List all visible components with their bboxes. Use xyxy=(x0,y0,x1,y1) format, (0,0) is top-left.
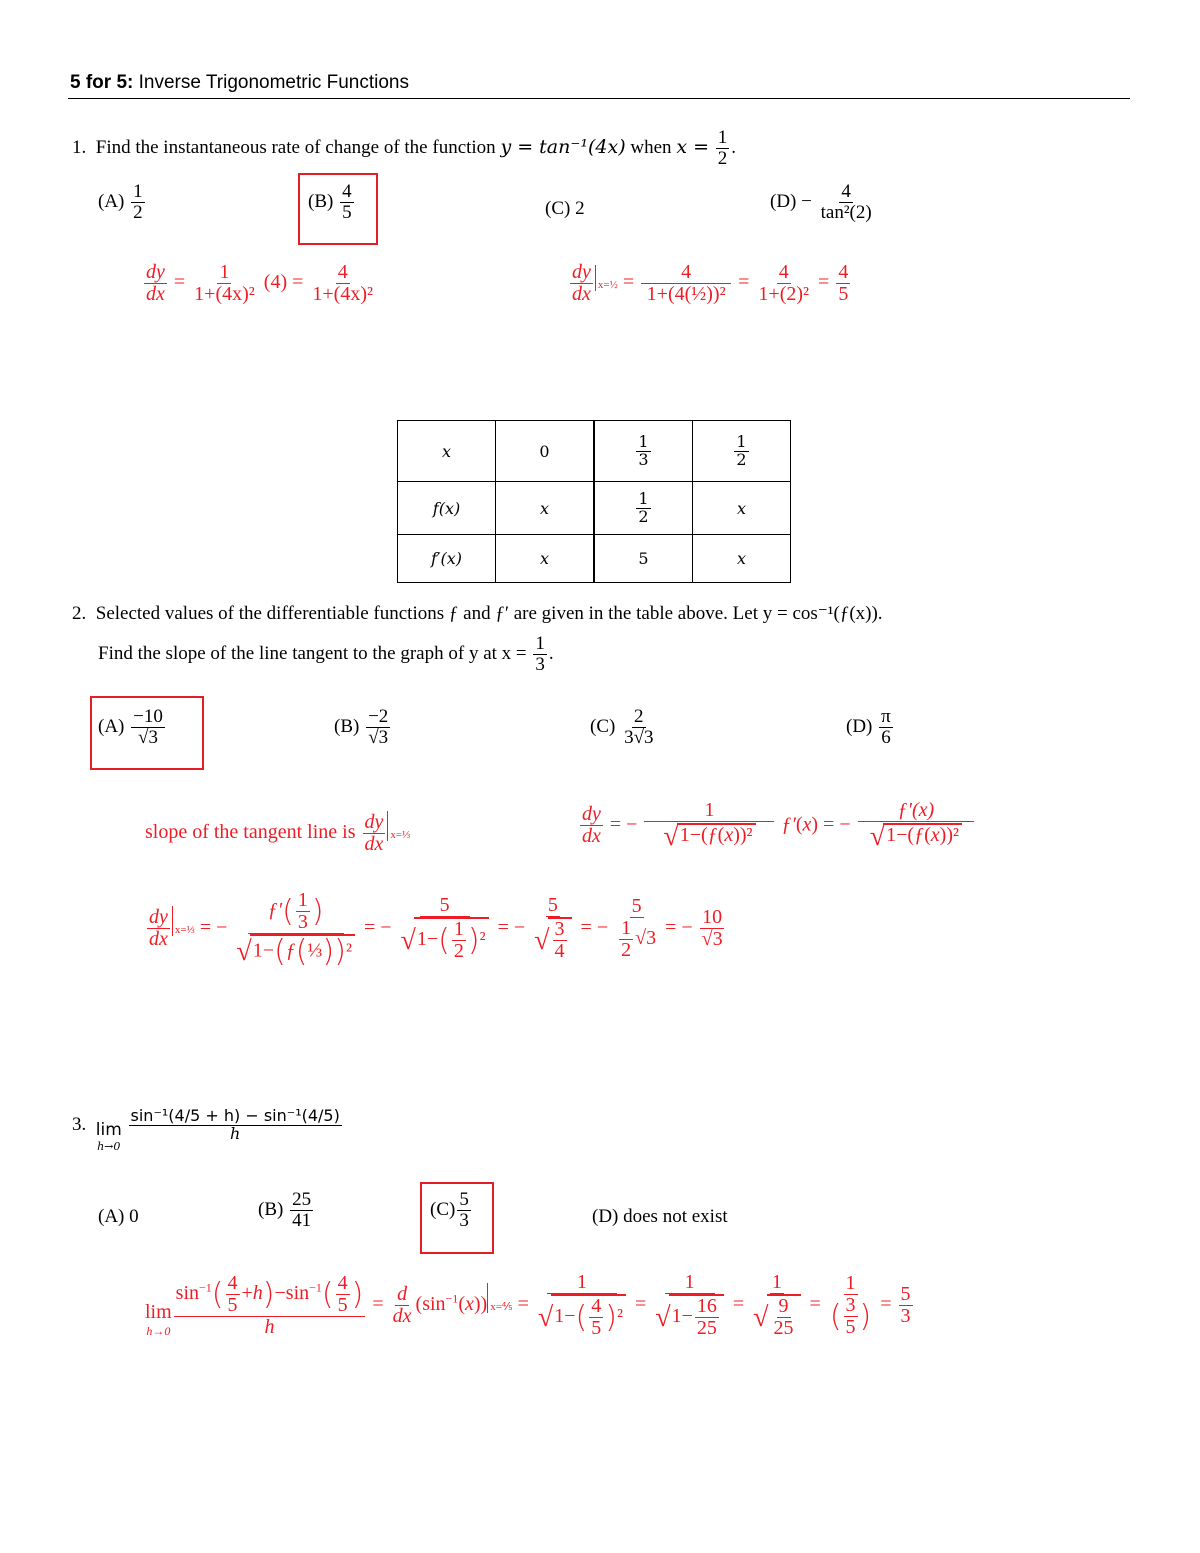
table-cell-num: 1 xyxy=(638,431,649,451)
q2-choice-a-label: (A) xyxy=(98,715,125,737)
q2-choice-b[interactable] xyxy=(334,707,392,748)
q3-choice-b[interactable] xyxy=(258,1190,315,1231)
q1-choice-b-den: 5 xyxy=(342,201,352,223)
q1-choice-b-label: (B) xyxy=(308,190,334,212)
q3-choice-b-den: 41 xyxy=(292,1209,312,1231)
q2-slope-text xyxy=(145,812,410,855)
q2-choice-c[interactable] xyxy=(590,707,658,748)
q1-choice-c[interactable] xyxy=(545,198,585,220)
q2-line1: Selected values of the differentiable functions ƒ and ƒ′ are given in the table above. Let y = cos⁻¹(ƒ(x)). xyxy=(95,603,883,624)
q3-choice-c-num: 5 xyxy=(459,1189,469,1210)
q1-xval xyxy=(716,128,730,169)
q1-text: Find the instantaneous rate of change of the function xyxy=(95,136,496,158)
q2-prompt-line2: Find the slope of the line tangent to the graph of y at x = $\frac{1}{3}$ . xyxy=(98,633,554,675)
q2-slope-label: slope of the tangent line is xyxy=(145,821,356,844)
q3-choice-c-den: 3 xyxy=(459,1209,469,1231)
q2-solution-a: $\frac{dy}{dx}$ = − $\frac{1}{\text{√1−(ƒ(x))²}}$ ƒ′(x) = − $\frac{ƒ'(x)}{\text{√1−(ƒ(x))²}}$ xyxy=(578,800,976,851)
q3-choice-c-label: (C) xyxy=(430,1198,456,1220)
q1-solution-2 xyxy=(568,262,852,305)
table-cell-den: 2 xyxy=(736,449,747,469)
q1-prompt: 1. Find the instantaneous rate of change of the function y = tan⁻¹(4x) when x = $\frac{1}{2}$ . xyxy=(72,127,736,169)
q3-choice-d[interactable] xyxy=(592,1206,728,1228)
q2-choice-d-num: π xyxy=(881,706,891,727)
q3-lim-sub: h→0 xyxy=(97,1140,121,1153)
q2-choice-a[interactable] xyxy=(98,707,167,748)
q1-sol2-eq3: = xyxy=(818,271,830,294)
table-cell: 0 xyxy=(496,421,595,482)
q1-choice-d-den: tan²(2) xyxy=(820,201,872,223)
q1-xeq: x = xyxy=(676,135,709,158)
q2-choice-d-den: 6 xyxy=(881,726,891,748)
table-cell: x xyxy=(693,535,791,583)
q1-sol2-f3-den: 5 xyxy=(838,283,849,305)
q1-solution-1 xyxy=(142,262,377,305)
table-cell: x xyxy=(496,535,595,583)
q1-sol2-eq2: = xyxy=(738,271,750,294)
q1-sol2-f3-num: 4 xyxy=(838,261,849,283)
q1-choice-d-sign: − xyxy=(801,190,812,212)
q2-slope-eval: x=⅓ xyxy=(387,811,410,841)
q1-sol2-dy: dy xyxy=(572,261,591,283)
table-cell-num: 1 xyxy=(638,488,649,508)
q3-lim-word: lim xyxy=(95,1120,122,1140)
q1-choice-d[interactable] xyxy=(770,182,876,223)
q3-choice-b-label: (B) xyxy=(258,1198,284,1220)
q1-choice-d-label: (D) xyxy=(770,190,797,212)
table-cell: x xyxy=(398,421,496,482)
q3-number: 3. xyxy=(72,1113,87,1135)
q3-choice-d-label: (D) does not exist xyxy=(592,1206,728,1227)
q1-sol1-f2-num: 4 xyxy=(337,261,348,283)
q1-sol1-f1-num: 1 xyxy=(219,261,230,283)
q2-number: 2. xyxy=(72,603,87,624)
q2-choice-c-num: 2 xyxy=(634,706,644,727)
q3-expression-num: sin⁻¹(4/5 + h) − sin⁻¹(4/5) xyxy=(130,1106,340,1126)
table-cell: x xyxy=(496,482,595,535)
q1-choice-c-val: 2 xyxy=(575,198,585,219)
q2-choice-c-label: (C) xyxy=(590,715,616,737)
q3-choice-a[interactable] xyxy=(98,1206,139,1228)
table-cell-den: 2 xyxy=(638,506,649,526)
q1-choice-b-num: 4 xyxy=(342,181,352,202)
q3-solution: lim h→0 $\sin^{-1}$( $\frac{4}{5}$ $+h)-\sin^{-1}$( $\frac{4}{5}$ ) h = $\frac{d}{dx}$ $(\sin^{-1}(x))$ x=⅘ = 1 √1−( $\frac{4}{5}$ )² = 1 √1− $\frac{16}{25}$ = 1 √ $\frac{9}{25}$ = 1 ( $\frac{3}{5}$ ) = $\frac{5}{3}$ xyxy=(145,1271,911,1339)
table-cell: 5 xyxy=(594,535,693,583)
q2-choice-d-label: (D) xyxy=(846,715,873,737)
q1-sol1-mult: (4) xyxy=(263,271,288,294)
q1-sol1-eq2: = xyxy=(292,271,304,294)
table-cell: f(x) xyxy=(398,482,496,535)
q2-slope-dx: dx xyxy=(364,833,384,855)
q2-xval-num: 1 xyxy=(535,633,545,654)
q3-expression xyxy=(129,1108,342,1143)
table-row xyxy=(398,535,791,583)
q1-choice-d-num: 4 xyxy=(841,181,851,202)
q1-func: y = tan⁻¹(4x) xyxy=(500,135,626,158)
table-cell-den: 3 xyxy=(638,449,649,469)
q1-sol1-dx: dx xyxy=(146,283,165,305)
table-cell: f′(x) xyxy=(398,535,496,583)
q2-choice-b-den: √3 xyxy=(368,726,389,748)
q2-choice-b-num: −2 xyxy=(368,706,389,727)
q1-sol2-f2-den: 1+(2)² xyxy=(758,283,810,305)
q2-prompt-line1 xyxy=(72,602,883,625)
q1-sol2-f1-num: 4 xyxy=(641,262,731,284)
header-bold: 5 for 5: xyxy=(70,72,134,93)
table-cell-num: 1 xyxy=(736,431,747,451)
q3-choice-a-label: (A) 0 xyxy=(98,1206,139,1227)
q2-xval-den: 3 xyxy=(535,653,545,675)
q1-sol2-f2-num: 4 xyxy=(778,261,789,283)
table-cell xyxy=(693,421,791,482)
table-cell xyxy=(594,421,693,482)
q3-prompt xyxy=(72,1098,344,1153)
q1-sol2-eq1: = xyxy=(622,271,635,294)
q1-choice-a-den: 2 xyxy=(133,201,143,223)
header-rule xyxy=(68,98,1130,99)
table-row xyxy=(398,482,791,535)
q1-number: 1. xyxy=(72,136,87,158)
q2-slope-dy: dy xyxy=(364,811,384,833)
q1-choice-a-label: (A) xyxy=(98,190,125,212)
q3-expression-den: h xyxy=(230,1124,241,1143)
q1-sol1-f1-den: 1+(4x)² xyxy=(194,283,255,305)
q1-sol1-dy: dy xyxy=(146,261,165,283)
q1-sol2-dx: dx xyxy=(572,283,591,305)
values-table xyxy=(397,420,791,583)
table-cell xyxy=(594,482,693,535)
q1-sol2-eval: x=½ xyxy=(595,265,618,291)
q2-solution-b: $\frac{dy}{dx}$ x=⅓ = − ƒ′( $\frac{1}{3}$ ) √1−(ƒ(⅓))² = − 5 √1−( $\frac{1}{2}$ )² = − 5 √ $\frac{3}{4}$ = − 5 $\frac{1}{2}$ √3 = − $\frac{10}{√3}$ xyxy=(149,889,723,969)
header-title: Inverse Trigonometric Functions xyxy=(138,72,409,93)
q1-sol1-f2-den: 1+(4x)² xyxy=(312,283,373,305)
q2-choice-b-label: (B) xyxy=(334,715,360,737)
q1-choice-a[interactable] xyxy=(98,182,147,223)
page-header xyxy=(70,72,409,94)
q2-line2: Find the slope of the line tangent to the graph of y at x = xyxy=(98,642,527,664)
q1-xval-num: 1 xyxy=(717,127,728,148)
table-row xyxy=(398,421,791,482)
q1-choice-b[interactable] xyxy=(308,182,356,223)
q1-choice-c-label: (C) xyxy=(545,198,571,219)
q2-choice-a-den: √3 xyxy=(138,726,158,748)
q1-choice-a-num: 1 xyxy=(133,181,143,202)
table-cell: x xyxy=(693,482,791,535)
q2-choice-d[interactable] xyxy=(846,707,895,748)
q1-xval-den: 2 xyxy=(717,147,728,169)
q3-lim xyxy=(96,1098,122,1153)
q1-when: when xyxy=(630,136,672,158)
q1-sol2-f1-den: 1+(4(½))² xyxy=(646,283,726,305)
q1-sol1-eq1: = xyxy=(173,271,186,294)
q2-choice-c-den: 3√3 xyxy=(624,726,654,748)
q3-choice-b-num: 25 xyxy=(292,1189,312,1210)
q2-choice-a-num: −10 xyxy=(133,706,163,727)
q3-choice-c[interactable] xyxy=(430,1190,473,1231)
